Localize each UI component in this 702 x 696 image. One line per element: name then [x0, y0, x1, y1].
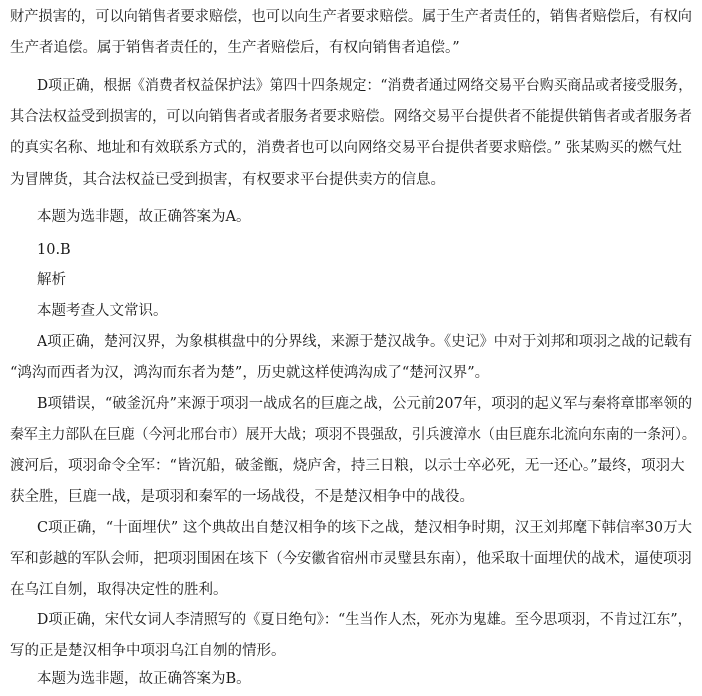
paragraph-line — [10, 165, 692, 196]
paragraph-line — [37, 327, 692, 358]
text-line: 渡河后，项羽命令全军：“皆沉船，破釜甑，烧庐舍，持三日粮，以示士卒必死，无一还心。”最终，项羽大 — [10, 458, 685, 474]
paragraph-line — [10, 636, 692, 667]
text-line: 10.B — [37, 242, 71, 258]
answer-line — [37, 202, 692, 233]
paragraph-line — [37, 296, 692, 327]
text-line: 写的正是楚汉相争中项羽乌江自刎的情形。 — [10, 643, 286, 659]
text-line: D项正确，根据《消费者权益保护法》第四十四条规定：“消费者通过网络交易平台购买商品或者接受服务， — [37, 78, 692, 94]
paragraph-line — [37, 71, 692, 102]
answer-line — [37, 664, 692, 695]
text-line: 生产者追偿。属于销售者责任的，生产者赔偿后，有权向销售者追偿。” — [10, 40, 460, 56]
paragraph-line — [37, 605, 692, 636]
text-line: 秦军主力部队在巨鹿（今河北邢台市）展开大战；项羽不畏强敌，引兵渡漳水（由巨鹿东北流向东南的一条河）。 — [10, 427, 696, 443]
text-line: 为冒牌货，其合法权益已受到损害，有权要求平台提供卖方的信息。 — [10, 172, 445, 188]
paragraph-line — [37, 389, 692, 420]
paragraph-line — [10, 451, 692, 482]
text-line: 本题为选非题，故正确答案为B。 — [37, 671, 251, 687]
section-heading — [37, 265, 692, 296]
paragraph-line — [10, 575, 692, 606]
text-line: 在乌江自刎，取得决定性的胜利。 — [10, 582, 228, 598]
paragraph-line — [10, 358, 692, 389]
text-line: 的真实名称、地址和有效联系方式的，消费者也可以向网络交易平台提供者要求赔偿。” 张某购买的燃气灶 — [10, 140, 682, 156]
text-line: 本题考查人文常识。 — [37, 303, 168, 319]
text-line: 获全胜，巨鹿一战，是项羽和秦军的一场战役，不是楚汉相争中的战役。 — [10, 489, 474, 505]
paragraph-line — [37, 513, 692, 544]
paragraph-line — [10, 133, 692, 164]
paragraph-line — [10, 420, 696, 451]
paragraph-line — [10, 2, 692, 33]
text-line: 财产损害的，可以向销售者要求赔偿，也可以向生产者要求赔偿。属于生产者责任的，销售者赔偿后，有权向 — [10, 9, 692, 25]
text-line: “鸿沟而西者为汉，鸿沟而东者为楚”，历史就这样使鸿沟成了“楚河汉界”。 — [10, 365, 490, 381]
text-line: D项正确，宋代女词人李清照写的《夏日绝句》：“生当作人杰，死亦为鬼雄。至今思项羽，不肯过江东”， — [37, 612, 692, 628]
paragraph-line — [10, 482, 692, 513]
text-line: B项错误，“破釜沉舟”来源于项羽一战成名的巨鹿之战，公元前207年，项羽的起义军与秦将章邯率领的 — [37, 396, 692, 412]
text-line: 解析 — [37, 272, 66, 288]
text-line: 本题为选非题，故正确答案为A。 — [37, 209, 251, 225]
question-number — [37, 235, 692, 266]
text-line: C项正确，“十面埋伏” 这个典故出自楚汉相争的垓下之战，楚汉相争时期，汉王刘邦麾下韩信率30万大 — [37, 520, 692, 536]
paragraph-line — [10, 102, 692, 133]
paragraph-line — [10, 33, 692, 64]
text-line: 其合法权益受到损害的，可以向销售者或者服务者要求赔偿。网络交易平台提供者不能提供销售者或者服务者 — [10, 109, 692, 125]
text-line: 军和彭越的军队会师，把项羽围困在垓下（今安徽省宿州市灵璧县东南），他采取十面埋伏的战术，逼使项羽 — [10, 551, 692, 567]
paragraph-line — [10, 544, 692, 575]
text-line: A项正确，楚河汉界，为象棋棋盘中的分界线，来源于楚汉战争。《史记》中对于刘邦和项羽之战的记载有 — [37, 334, 692, 350]
